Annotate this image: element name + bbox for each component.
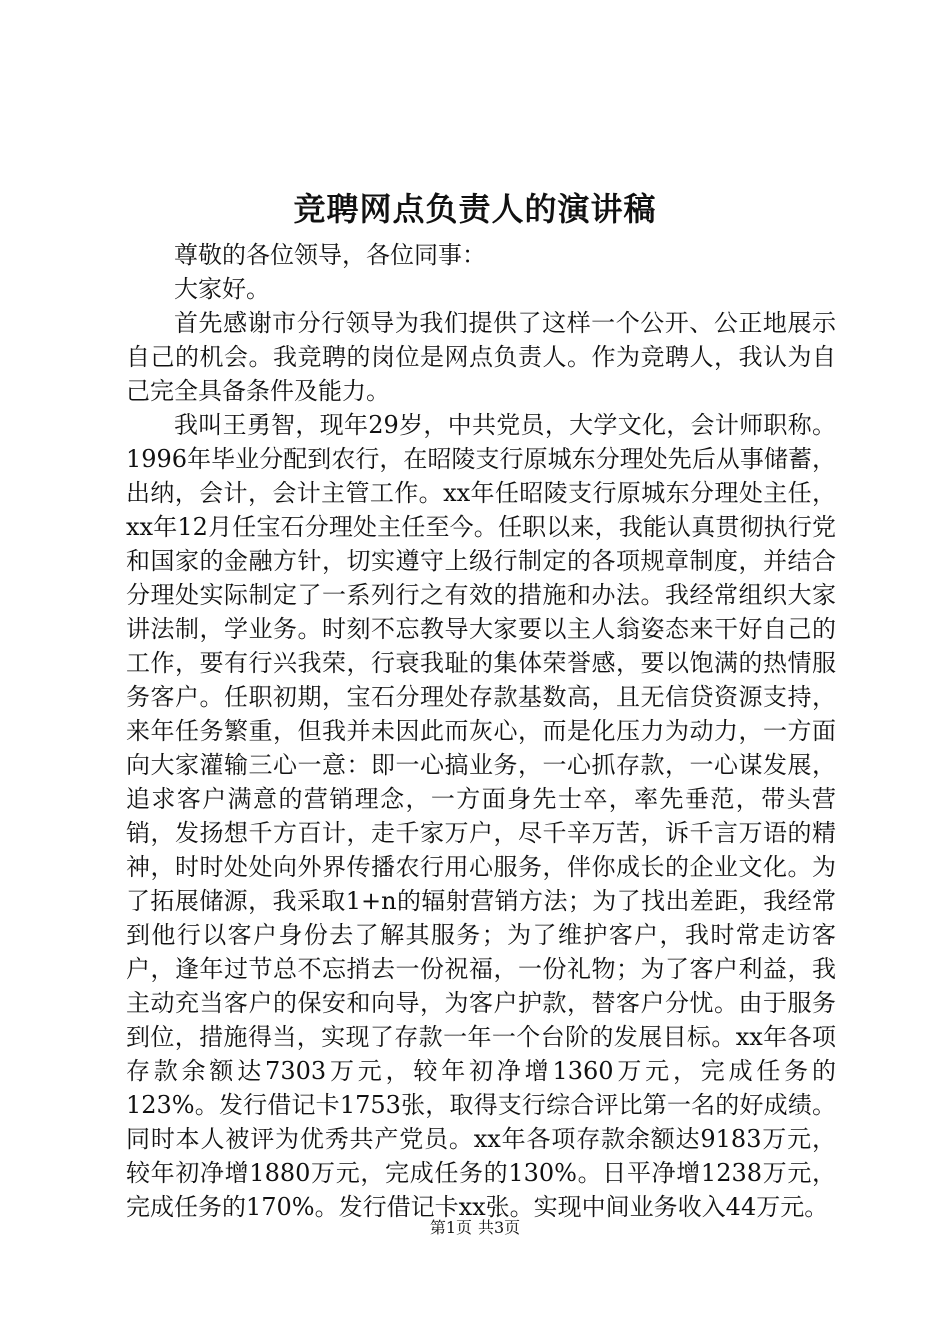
page-total: 共3页 <box>478 1218 521 1237</box>
document-title: 竞聘网点负责人的演讲稿 <box>293 190 657 228</box>
page-number: 第1页 <box>429 1218 472 1237</box>
greeting-paragraph: 大家好。 <box>174 275 270 303</box>
document-body <box>126 238 836 1224</box>
page-footer <box>0 1216 950 1240</box>
experience-paragraph: 我叫王勇智，现年29岁，中共党员，大学文化，会计师职称。1996年毕业分配到农行，在昭陵支行原城东分理处先后从事储蓄，出纳，会计，会计主管工作。xx年任昭陵支行原城东分理处主任，xx年12月任宝石分理处主任至今。任职以来，我能认真贯彻执行党和国家的金融方针，切实遵守上级行制定的各项规章制度，并结合分理处实际制定了一系列行之有效的措施和办法。我经常组织大家讲法制，学业务。时刻不忘教导大家要以主人翁姿态来干好自己的工作，要有行兴我荣，行衰我耻的集体荣誉感，要以饱满的热情服务客户。任职初期，宝石分理处存款基数高，且无信贷资源支持，来年任务繁重，但我并未因此而灰心，而是化压力为动力，一方面向大家灌输三心一意：即一心搞业务，一心抓存款，一心谋发展，追求客户满意的营销理念，一方面身先士卒，率先垂范，带头营销，发扬想千方百计，走千家万户，尽千辛万苦，诉千言万语的精神，时时处处向外界传播农行用心服务，伴你成长的企业文化。为了拓展储源，我采取1+n的辐射营销方法；为了找出差距，我经常到他行以客户身份去了解其服务；为了维护客户，我时常走访客户，逢年过节总不忘捎去一份祝福，一份礼物；为了客户利益，我主动充当客户的保安和向导，为客户护款，替客户分忧。由于服务到位，措施得当，实现了存款一年一个台阶的发展目标。xx年各项存款余额达7303万元，较年初净增1360万元，完成任务的123%。发行借记卡1753张，取得支行综合评比第一名的好成绩。同时本人被评为优秀共产党员。xx年各项存款余额达9183万元，较年初净增1880万元，完成任务的130%。日平净增1238万元，完成任务的170%。发行借记卡xx张。实现中间业务收入44万元。 <box>126 411 836 1221</box>
intro-paragraph: 首先感谢市分行领导为我们提供了这样一个公开、公正地展示自己的机会。我竞聘的岗位是网点负责人。作为竞聘人，我认为自己完全具备条件及能力。 <box>126 309 836 405</box>
salutation-paragraph: 尊敬的各位领导，各位同事： <box>174 241 486 269</box>
